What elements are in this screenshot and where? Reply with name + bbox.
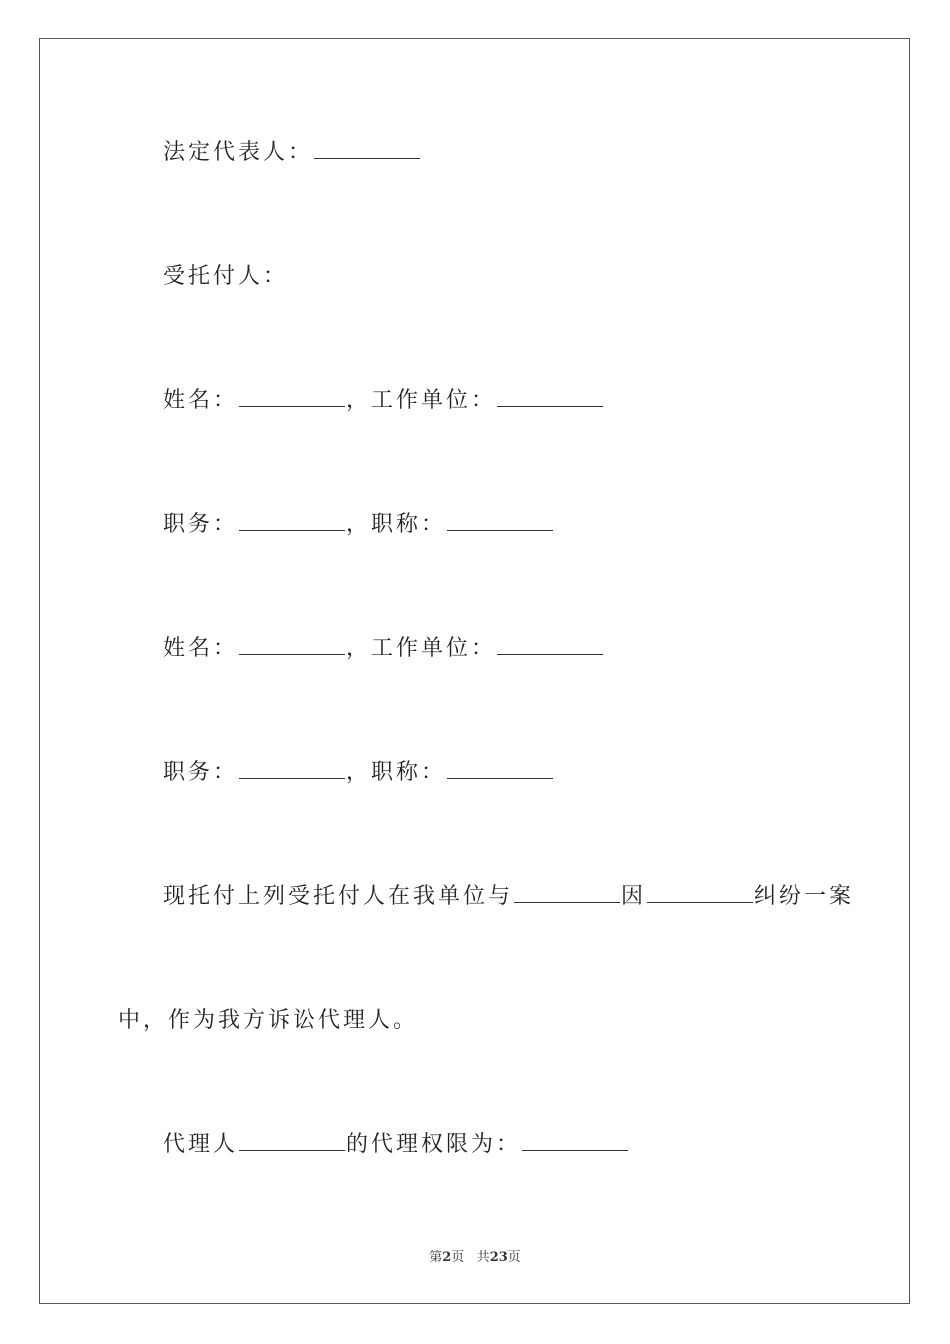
authority-text-b: 的代理权限为：: [346, 1132, 522, 1157]
current-page-number: 2: [442, 1250, 452, 1265]
legal-representative-line: [163, 138, 421, 168]
workplace-label: ，工作单位：: [346, 636, 497, 661]
name-blank[interactable]: [239, 388, 345, 407]
page-border: [39, 38, 910, 1304]
name-blank[interactable]: [239, 636, 345, 655]
title-label: ，职称：: [346, 512, 447, 537]
workplace-blank[interactable]: [497, 388, 603, 407]
trustee-heading: [163, 262, 288, 292]
workplace-blank[interactable]: [497, 636, 603, 655]
delegation-continuation-line: [118, 1006, 418, 1036]
duty-blank[interactable]: [239, 760, 345, 779]
opposing-party-blank[interactable]: [514, 884, 620, 903]
duty-label: 职务：: [163, 760, 239, 785]
page-footer: 第2页 共23页: [429, 1250, 521, 1265]
workplace-label: ，工作单位：: [346, 388, 497, 413]
trustee-2-duty-line: [163, 758, 554, 788]
authority-scope-blank[interactable]: [522, 1132, 628, 1151]
duty-label: 职务：: [163, 512, 239, 537]
delegation-text-b: 因: [621, 884, 647, 909]
delegation-text-c: 纠纷一案: [754, 884, 855, 909]
duty-blank[interactable]: [239, 512, 345, 531]
name-label: 姓名：: [163, 636, 239, 661]
title-blank[interactable]: [447, 512, 553, 531]
authority-line: [163, 1130, 629, 1160]
legal-representative-label: 法定代表人：: [163, 140, 314, 165]
authority-text-a: 代理人: [163, 1132, 239, 1157]
title-blank[interactable]: [447, 760, 553, 779]
total-page-number: 23: [489, 1250, 508, 1265]
delegation-line: [163, 882, 854, 912]
trustee-heading-label: 受托付人：: [163, 264, 289, 289]
dispute-type-blank[interactable]: [647, 884, 753, 903]
trustee-2-name-line: [163, 634, 604, 664]
trustee-1-name-line: [163, 386, 604, 416]
agent-name-blank[interactable]: [239, 1132, 345, 1151]
delegation-continuation-text: 中，作为我方诉讼代理人。: [118, 1008, 419, 1033]
name-label: 姓名：: [163, 388, 239, 413]
title-label: ，职称：: [346, 760, 447, 785]
trustee-1-duty-line: [163, 510, 554, 540]
delegation-text-a: 现托付上列受托付人在我单位与: [163, 884, 514, 909]
legal-representative-blank[interactable]: [314, 140, 420, 159]
